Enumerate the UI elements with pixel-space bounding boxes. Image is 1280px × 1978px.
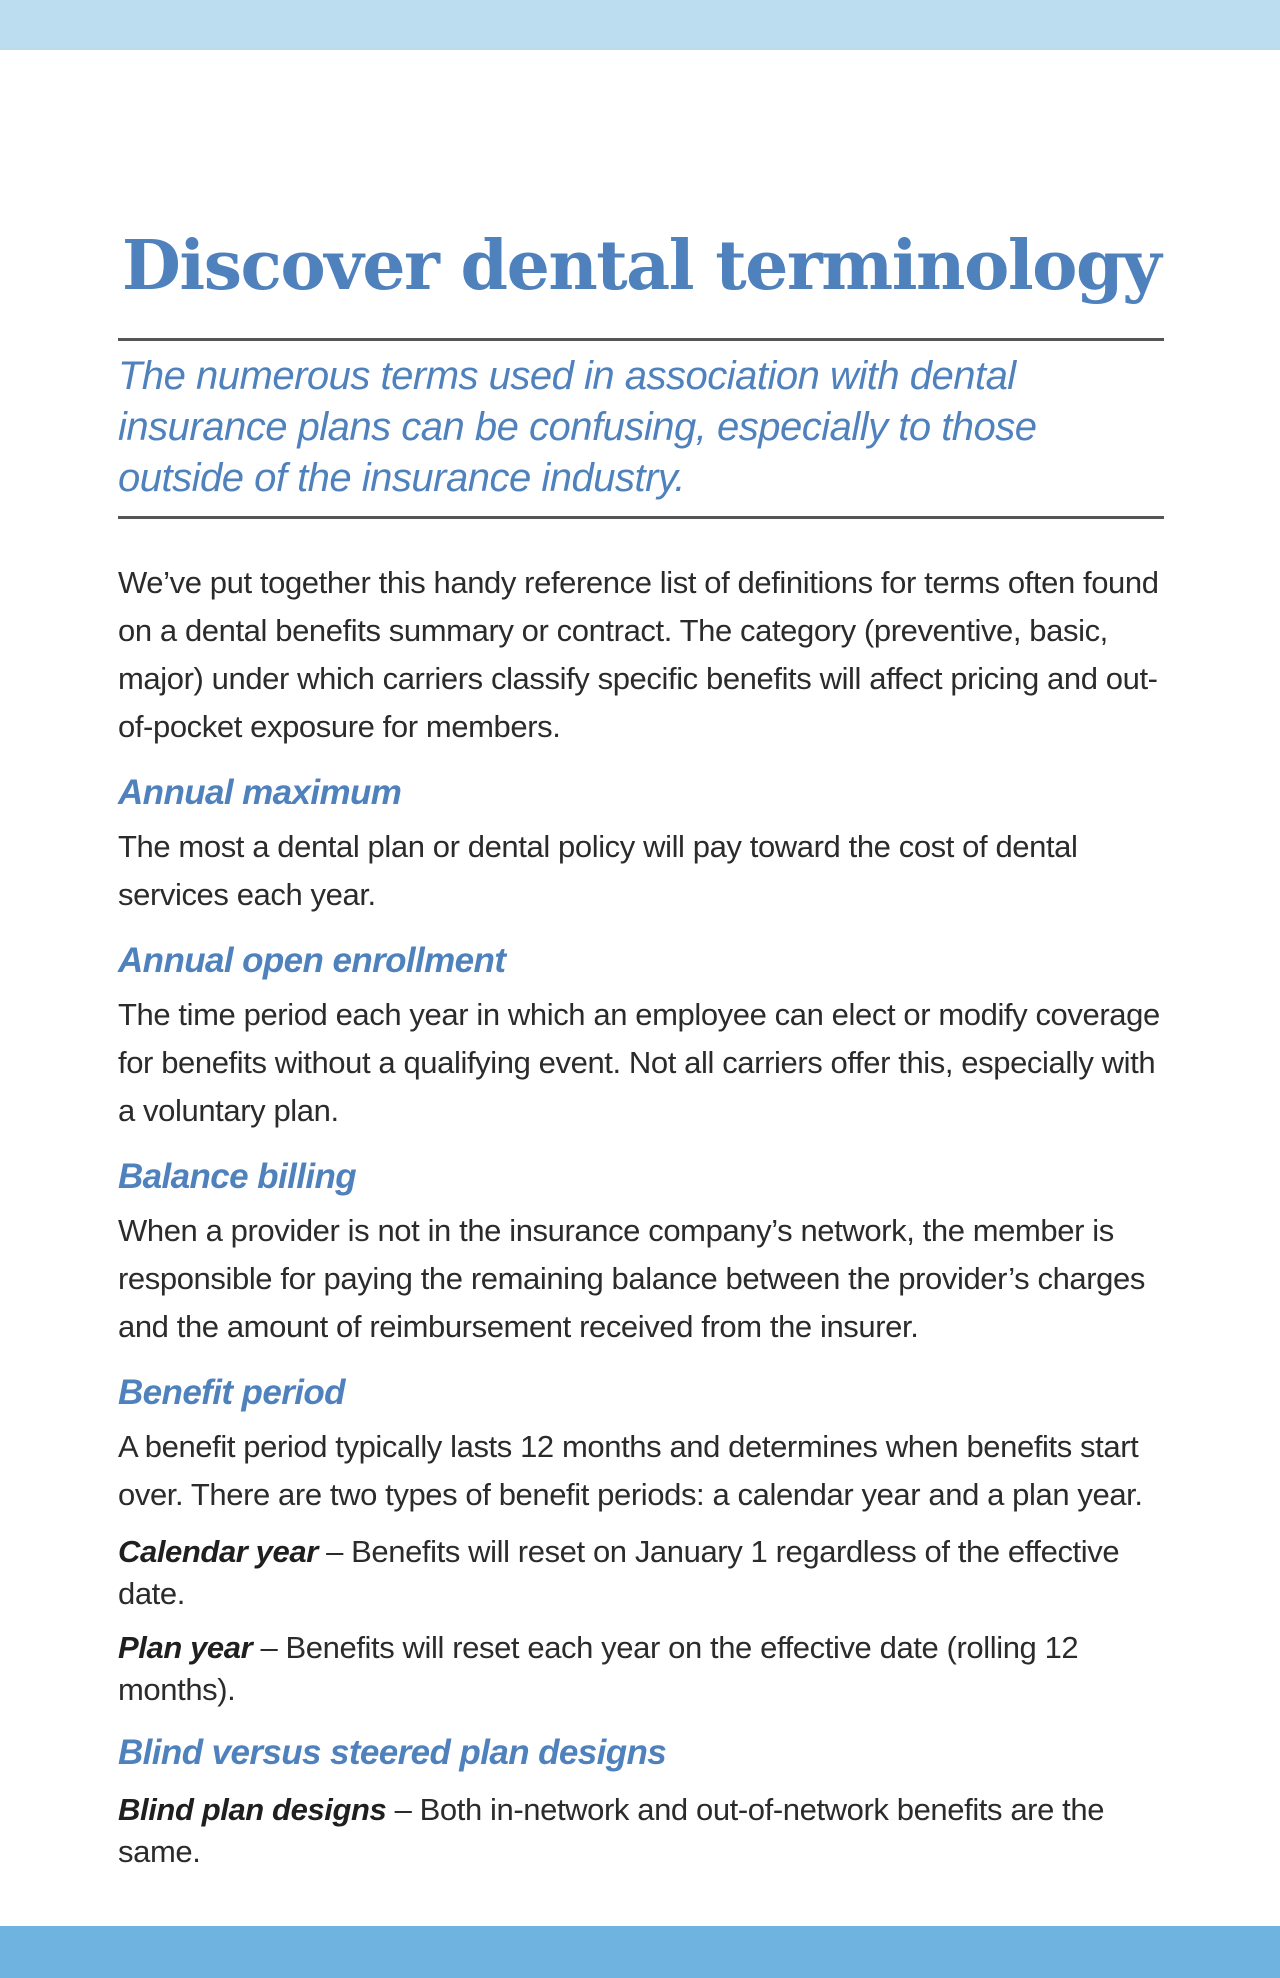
subterm-blind-plan-designs bbox=[118, 1789, 1164, 1873]
term-definition-benefit-period: A benefit period typically lasts 12 months and determines when benefits start over. There are two types of benefit periods: a calendar year and a plan year. bbox=[118, 1429, 1143, 1512]
lead-paragraph: We’ve put together this handy reference list of definitions for terms often found on a dental benefits summary or contract. The category (preventive, basic, major) under which carriers classify specific benefits will affect pricing and out-of-pocket exposure for members. bbox=[118, 565, 1159, 744]
term-definition-balance-billing: When a provider is not in the insurance company’s network, the member is responsible for paying the remaining balance between the provider’s charges and the amount of reimbursement received from the insurer. bbox=[118, 1213, 1145, 1344]
divider-top bbox=[118, 338, 1164, 341]
page-title: Discover dental terminology bbox=[121, 226, 1161, 306]
top-color-band bbox=[0, 0, 1280, 50]
term-heading-annual-open-enrollment: Annual open enrollment bbox=[118, 941, 506, 980]
subterm-text: – Both in-network and out-of-network benefits are the same. bbox=[118, 1792, 1105, 1869]
subterm-calendar-year bbox=[118, 1531, 1164, 1615]
subterm-label: Calendar year bbox=[118, 1534, 318, 1569]
subterm-label: Blind plan designs bbox=[118, 1792, 387, 1827]
divider-bottom bbox=[118, 516, 1164, 519]
term-heading-benefit-period: Benefit period bbox=[118, 1373, 345, 1412]
page-content bbox=[118, 220, 1164, 1873]
term-heading-balance-billing: Balance billing bbox=[118, 1157, 356, 1196]
term-heading-annual-maximum: Annual maximum bbox=[118, 773, 402, 812]
term-heading-blind-versus-steered: Blind versus steered plan designs bbox=[118, 1733, 667, 1772]
bottom-color-band bbox=[0, 1926, 1280, 1978]
subterm-label: Plan year bbox=[118, 1630, 253, 1665]
term-definition-annual-open-enrollment: The time period each year in which an employee can elect or modify coverage for benefits without a qualifying event. Not all carriers offer this, especially with a voluntary plan. bbox=[118, 997, 1160, 1128]
intro-callout: The numerous terms used in association with dental insurance plans can be confusing, especially to those outside of the insurance industry. bbox=[118, 354, 1037, 500]
subterm-text: – Benefits will reset on January 1 regardless of the effective date. bbox=[118, 1534, 1120, 1611]
subterm-plan-year bbox=[118, 1627, 1164, 1711]
term-definition-annual-maximum: The most a dental plan or dental policy will pay toward the cost of dental services each year. bbox=[118, 829, 1078, 912]
subterm-text: – Benefits will reset each year on the effective date (rolling 12 months). bbox=[118, 1630, 1079, 1707]
